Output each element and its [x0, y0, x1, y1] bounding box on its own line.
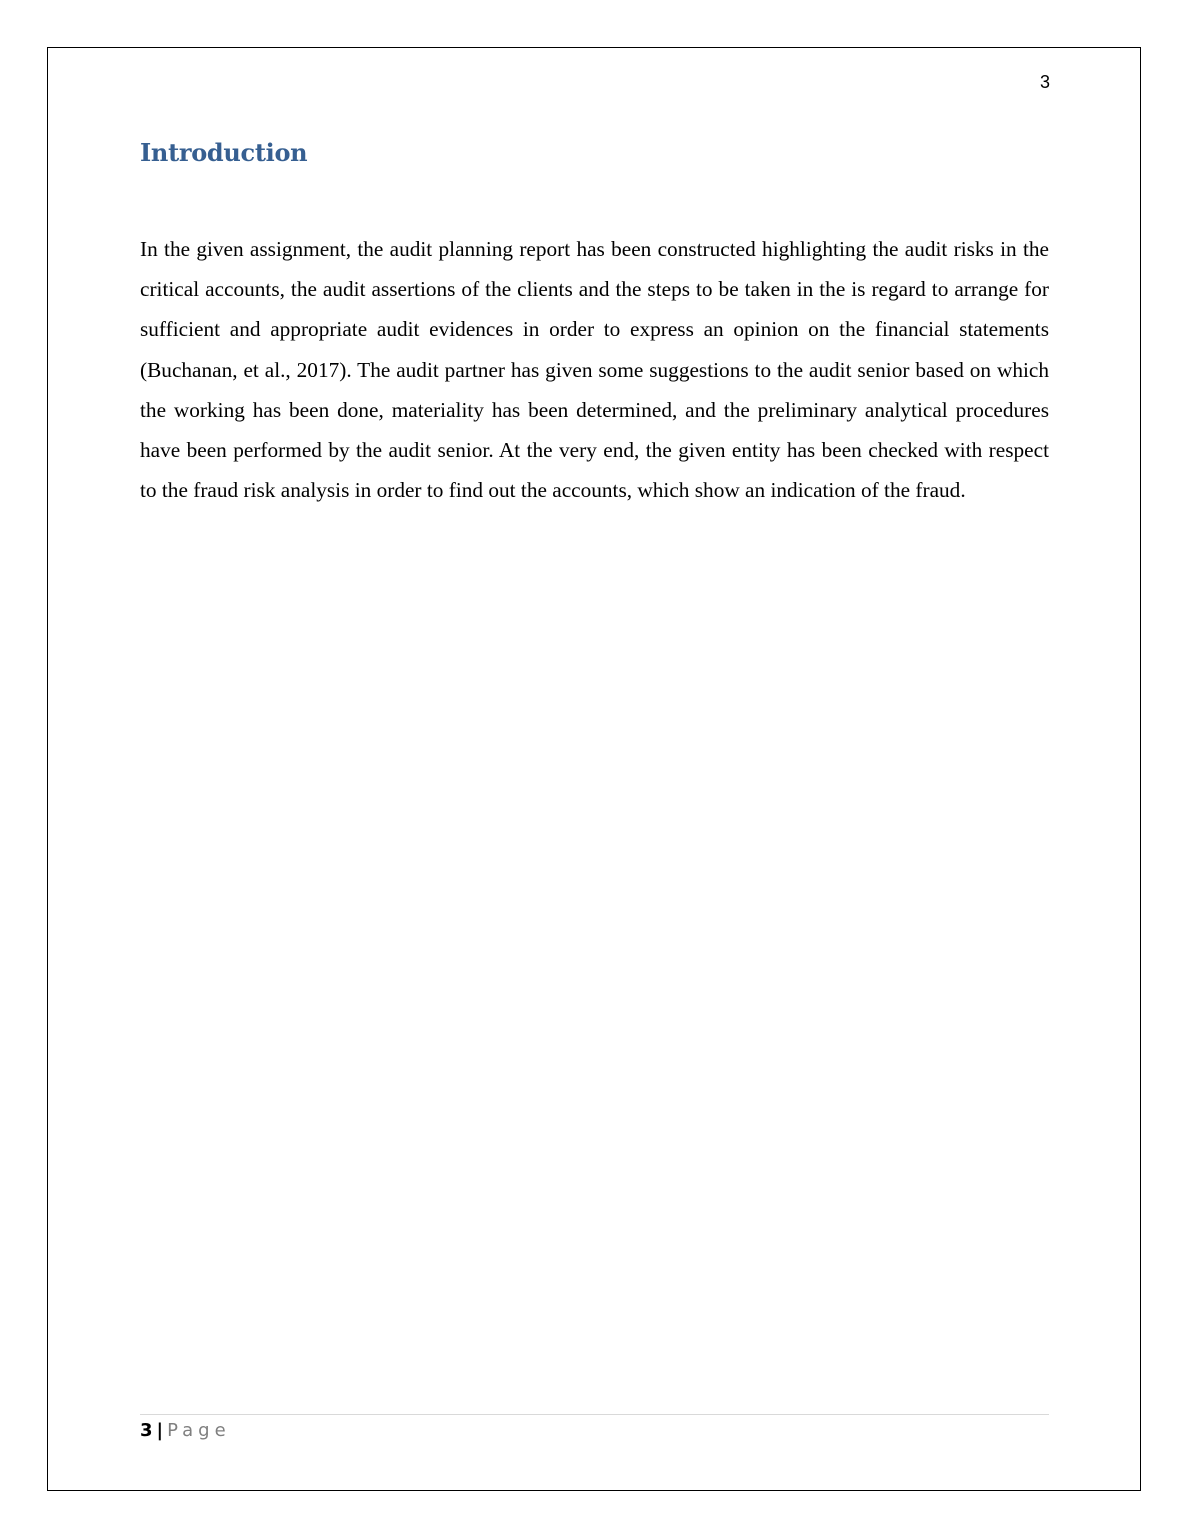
footer-divider — [140, 1414, 1049, 1415]
section-heading: Introduction — [140, 138, 308, 167]
footer-page-number: 3 — [140, 1420, 153, 1441]
footer-page-label: Page — [167, 1420, 231, 1441]
footer-separator: | — [156, 1420, 164, 1441]
introduction-paragraph: In the given assignment, the audit planning report has been constructed highlighting the audit risks in the critical accounts, the audit assertions of the clients and the steps to be taken in the is regard to arrange for sufficient and appropriate audit evidences in order to express an opinion on the financial statements (Buchanan, et al., 2017). The audit partner has given some suggestions to the audit senior based on which the working has been done, materiality has been determined, and the preliminary analytical procedures have been performed by the audit senior. At the very end, the given entity has been checked with respect to the fraud risk analysis in order to find out the accounts, which show an indication of the fraud. — [140, 237, 1049, 503]
footer — [140, 1419, 231, 1443]
header-page-number: 3 — [1039, 72, 1050, 92]
